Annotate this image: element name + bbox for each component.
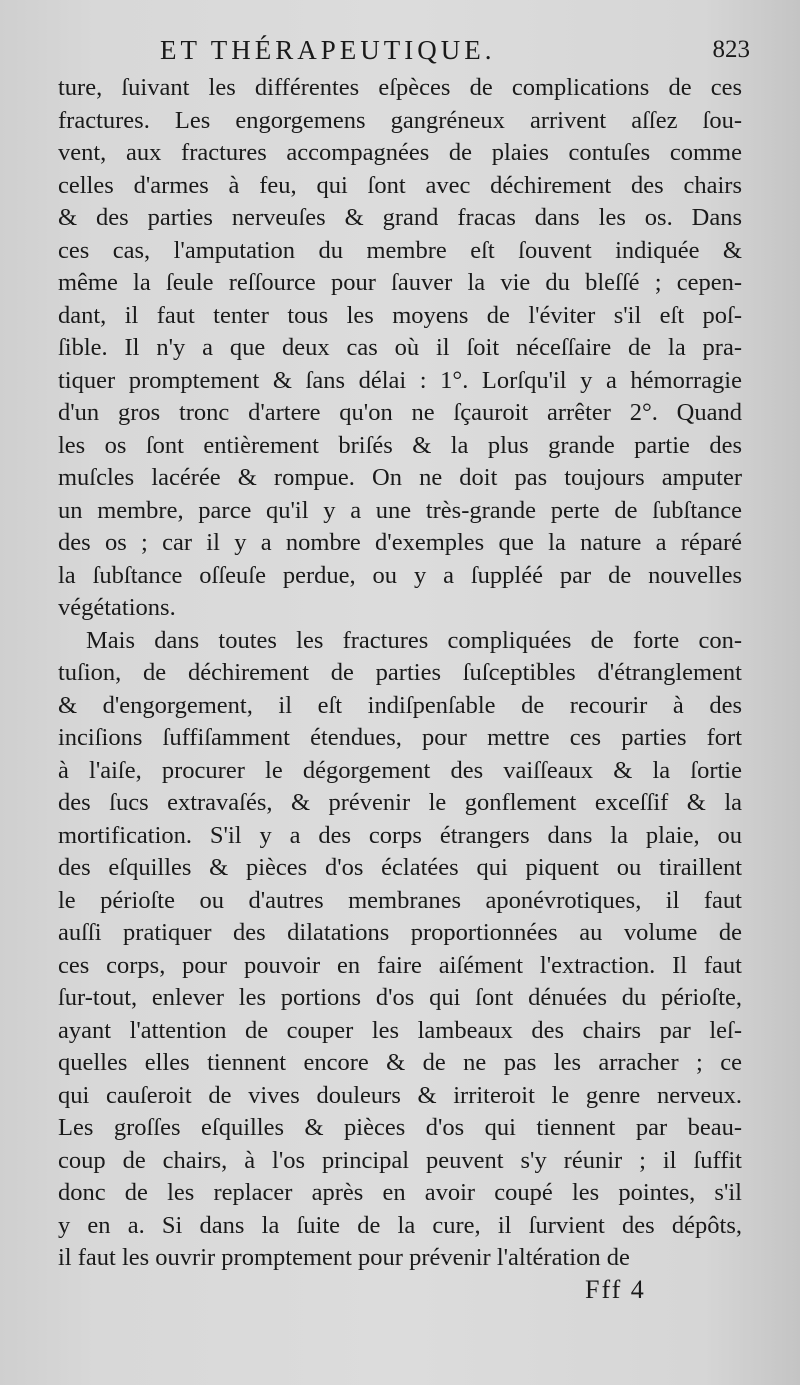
text-line: ayant l'attention de couper les lambeaux des chairs par leſ-	[58, 1016, 742, 1044]
text-line: d'un gros tronc d'artere qu'on ne ſçauroit arrêter 2°. Quand	[58, 399, 742, 426]
text-line: ſible. Il n'y a que deux cas où il ſoit néceſſaire de la pra-	[58, 334, 742, 361]
text-line: tiquer promptement & ſans délai : 1°. Lorſqu'il y a hémorragie	[58, 366, 742, 394]
text-line: fractures. Les engorgemens gangréneux arrivent aſſez ſou-	[58, 106, 742, 134]
page-header	[60, 30, 750, 70]
running-title: ET THÉRAPEUTIQUE.	[160, 35, 496, 65]
text-line: & d'engorgement, il eſt indiſpenſable de recourir à des	[58, 691, 742, 719]
text-line: végétations.	[58, 594, 176, 621]
text-line: muſcles lacérée & rompue. On ne doit pas toujours amputer	[58, 464, 742, 491]
text-line: Les groſſes eſquilles & pièces d'os qui tiennent par beau-	[58, 1114, 742, 1141]
text-line: même la ſeule reſſource pour ſauver la vie du bleſſé ; cepen-	[58, 269, 742, 296]
text-line: ces cas, l'amputation du membre eſt ſouvent indiquée &	[58, 236, 742, 264]
paragraph	[58, 72, 742, 625]
text-line: des os ; car il y a nombre d'exemples que la nature a réparé	[58, 529, 742, 556]
text-line: ſur-tout, enlever les portions d'os qui ſont dénuées du périoſte,	[58, 984, 742, 1011]
paragraph	[58, 625, 742, 1275]
text-line: coup de chairs, à l'os principal peuvent s'y réunir ; il ſuffit	[58, 1146, 742, 1174]
text-line: mortification. S'il y a des corps étrangers dans la plaie, ou	[58, 821, 742, 849]
text-line: ces corps, pour pouvoir en faire aiſément l'extraction. Il faut	[58, 951, 742, 979]
text-line: vent, aux fractures accompagnées de plaies contuſes comme	[58, 139, 742, 166]
text-line: quelles elles tiennent encore & de ne pas les arracher ; ce	[58, 1049, 742, 1076]
text-line: des ſucs extravaſés, & prévenir le gonflement exceſſif & la	[58, 789, 742, 816]
signature-mark: Fff 4	[585, 1275, 646, 1304]
text-line: tuſion, de déchirement de parties ſuſceptibles d'étranglement	[58, 659, 742, 686]
text-line: & des parties nerveuſes & grand fracas dans les os. Dans	[58, 204, 742, 231]
text-line: les os ſont entièrement briſés & la plus grande partie des	[58, 431, 742, 459]
text-line: dant, il faut tenter tous les moyens de l'éviter s'il eſt poſ-	[58, 301, 742, 329]
page-number: 823	[712, 36, 750, 63]
text-line: le périoſte ou d'autres membranes aponévrotiques, il faut	[58, 886, 742, 914]
text-line: ture, ſuivant les différentes eſpèces de complications de ces	[58, 74, 742, 101]
text-line: il faut les ouvrir promptement pour prévenir l'altération de	[58, 1244, 630, 1271]
text-line: donc de les replacer après en avoir coupé les pointes, s'il	[58, 1179, 742, 1206]
text-line: auſſi pratiquer des dilatations proportionnées au volume de	[58, 919, 742, 946]
text-line: qui cauſeroit de vives douleurs & irriteroit le genre nerveux.	[58, 1081, 742, 1109]
text-line: celles d'armes à feu, qui ſont avec déchirement des chairs	[58, 171, 742, 199]
text-line: à l'aiſe, procurer le dégorgement des vaiſſeaux & la ſortie	[58, 756, 742, 784]
text-line: y en a. Si dans la ſuite de la cure, il ſurvient des dépôts,	[58, 1211, 742, 1239]
text-line: des eſquilles & pièces d'os éclatées qui piquent ou tiraillent	[58, 854, 742, 881]
text-line: inciſions ſuffiſamment étendues, pour mettre ces parties fort	[58, 724, 742, 751]
body-text	[58, 72, 742, 1275]
text-line: un membre, parce qu'il y a une très-grande perte de ſubſtance	[58, 496, 742, 524]
text-line: la ſubſtance oſſeuſe perdue, ou y a ſuppléé par de nouvelles	[58, 561, 742, 589]
text-line: Mais dans toutes les fractures compliquées de forte con-	[86, 626, 742, 654]
